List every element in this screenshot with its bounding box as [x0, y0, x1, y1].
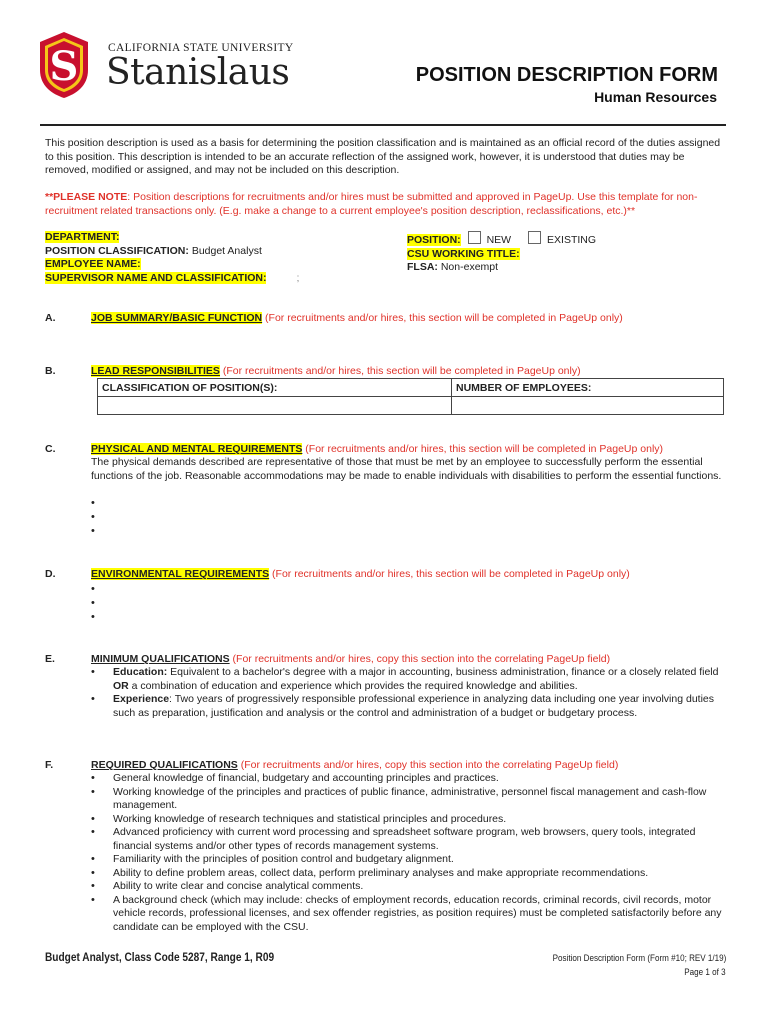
- existing-label: EXISTING: [547, 234, 597, 246]
- section-c-letter: C.: [45, 443, 56, 455]
- fields-right: [407, 231, 596, 275]
- section-d-note: (For recruitments and/or hires, this section will be completed in PageUp only): [269, 568, 630, 580]
- section-f-title: REQUIRED QUALIFICATIONS: [91, 759, 238, 771]
- experience-text: : Two years of progressively responsible professional experience in analyzing data including one year involving duties such as preparation, justification and analysis or the control and administration of a budget or budgetary process.: [113, 693, 715, 719]
- list-item: • General knowledge of financial, budgetary and accounting principles and practices.: [91, 772, 727, 786]
- experience-label: Experience: [113, 693, 170, 705]
- working-title-label: CSU WORKING TITLE:: [407, 247, 520, 260]
- section-a-title: JOB SUMMARY/BASIC FUNCTION: [91, 312, 263, 324]
- list-item: • Advanced proficiency with current word processing and spreadsheet software program, web browsers, query tools, integrated financial systems and/or other types of records management systems.: [91, 826, 727, 853]
- bullet: •: [91, 525, 95, 537]
- employee-name-label: EMPLOYEE NAME:: [45, 258, 141, 270]
- list-item: [91, 666, 727, 693]
- bullet: •: [91, 583, 95, 595]
- section-e-letter: E.: [45, 653, 55, 665]
- section-a-letter: A.: [45, 312, 56, 324]
- bullet: •: [91, 497, 95, 509]
- section-a-heading: [91, 312, 623, 324]
- section-f-heading: [91, 759, 618, 771]
- bullet: •: [91, 597, 95, 609]
- supervisor-label: SUPERVISOR NAME AND CLASSIFICATION:: [45, 271, 267, 284]
- university-name-line1: CALIFORNIA STATE UNIVERSITY: [108, 42, 294, 54]
- footer-left: Budget Analyst, Class Code 5287, Range 1, R09: [45, 952, 275, 964]
- education-label: Education:: [113, 666, 168, 678]
- flsa-label: FLSA:: [407, 261, 438, 273]
- new-checkbox[interactable]: [468, 231, 481, 244]
- new-label: NEW: [486, 234, 512, 246]
- section-c-bullets: [91, 496, 95, 538]
- footer-form-info: Position Description Form (Form #10; REV 1/19): [552, 953, 726, 964]
- section-b-note: (For recruitments and/or hires, this section will be completed in PageUp only): [219, 365, 581, 377]
- classification-header: CLASSIFICATION OF POSITION(S):: [98, 379, 452, 397]
- education-text: Equivalent to a bachelor's degree with a major in accounting, business administration, finance or a closely related field: [167, 666, 719, 678]
- please-note: [45, 191, 727, 218]
- section-d-heading: [91, 568, 630, 580]
- employees-header: NUMBER OF EMPLOYEES:: [452, 379, 724, 397]
- intro-text: This position description is used as a basis for determining the position classification and is maintained as an official record of the duties assigned to this position. This description is intended to be an accurate reflection of the assigned work, however, it is understood that duties may be removed, modified or assigned, and may not be included on this description.: [45, 137, 721, 176]
- section-f-note: (For recruitments and/or hires, copy this section into the correlating PageUp field): [237, 759, 619, 771]
- list-item: • A background check (which may include: checks of employment records, education records, criminal records, civil records, motor vehicle records, professional licenses, and sex offender registries, as position requires) must be completed satisfactorily before any candidate can be employed with the CSU.: [91, 894, 727, 935]
- section-c-title: PHYSICAL AND MENTAL REQUIREMENTS: [91, 443, 303, 455]
- section-f-letter: F.: [45, 759, 54, 771]
- position-label: POSITION:: [407, 234, 461, 246]
- university-name-line2: Stanislaus: [106, 52, 290, 93]
- section-e-note: (For recruitments and/or hires, copy this section into the correlating PageUp field): [229, 653, 611, 665]
- section-d-bullets: [91, 582, 95, 624]
- list-item: • Ability to write clear and concise analytical comments.: [91, 880, 727, 894]
- svg-text:S: S: [49, 43, 79, 90]
- supervisor-value: ;: [296, 271, 300, 284]
- university-logo: [38, 30, 298, 100]
- footer-page-number: Page 1 of 3: [684, 967, 726, 978]
- section-f-list: [91, 772, 727, 934]
- section-c-note: (For recruitments and/or hires, this section will be completed in PageUp only): [302, 443, 664, 455]
- shield-logo-icon: [38, 30, 90, 100]
- section-e-heading: [91, 653, 610, 665]
- education-text-2: a combination of education and experience which provides the required knowledge and abilities.: [128, 679, 578, 692]
- section-b-letter: B.: [45, 365, 56, 377]
- list-item: [91, 693, 727, 720]
- list-item: • Familiarity with the principles of position control and budgetary alignment.: [91, 853, 727, 867]
- employees-cell[interactable]: [452, 397, 724, 415]
- page-title: POSITION DESCRIPTION FORM: [415, 64, 718, 86]
- section-d-title: ENVIRONMENTAL REQUIREMENTS: [91, 568, 270, 580]
- fields-left: [45, 231, 299, 285]
- section-c-heading: [91, 443, 663, 455]
- bullet: •: [91, 611, 95, 623]
- list-item: • Ability to define problem areas, collect data, perform preliminary analyses and make appropriate recommendations.: [91, 867, 727, 881]
- flsa-value: Non-exempt: [440, 261, 499, 273]
- section-d-letter: D.: [45, 568, 56, 580]
- section-e-title: MINIMUM QUALIFICATIONS: [91, 653, 230, 665]
- bullet: •: [91, 511, 95, 523]
- section-b-heading: [91, 365, 581, 377]
- classification-label: POSITION CLASSIFICATION:: [45, 244, 189, 257]
- classification-cell[interactable]: [98, 397, 452, 415]
- page-subtitle: Human Resources: [594, 89, 717, 105]
- section-e-list: [91, 666, 727, 720]
- education-or: OR: [113, 679, 129, 692]
- lead-responsibilities-table: [97, 378, 724, 415]
- section-a-note: (For recruitments and/or hires, this section will be completed in PageUp only): [262, 312, 623, 324]
- classification-value: Budget Analyst: [191, 244, 262, 257]
- header-divider: [40, 124, 726, 126]
- department-label: DEPARTMENT:: [45, 231, 120, 243]
- section-b-title: LEAD RESPONSIBILITIES: [91, 365, 220, 377]
- list-item: • Working knowledge of the principles and practices of public finance, administrative, personnel fiscal management and cash-flow management.: [91, 786, 727, 813]
- existing-checkbox[interactable]: [528, 231, 541, 244]
- section-c-text: The physical demands described are representative of those that must be met by an employee to successfully perform the essential functions of the job. Reasonable accommodations may be made to enable individuals with disabilities to perform the essential functions.: [91, 456, 722, 482]
- list-item: • Working knowledge of research techniques and statistical principles and procedures.: [91, 813, 727, 827]
- please-note-text: : Position descriptions for recruitments and/or hires must be submitted and approved in PageUp. Use this template for non-recruitment related transactions only. (E.g. make a change to a current employee's position description, reclassifications, etc.)**: [45, 191, 698, 217]
- please-note-label: **PLEASE NOTE: [45, 191, 128, 203]
